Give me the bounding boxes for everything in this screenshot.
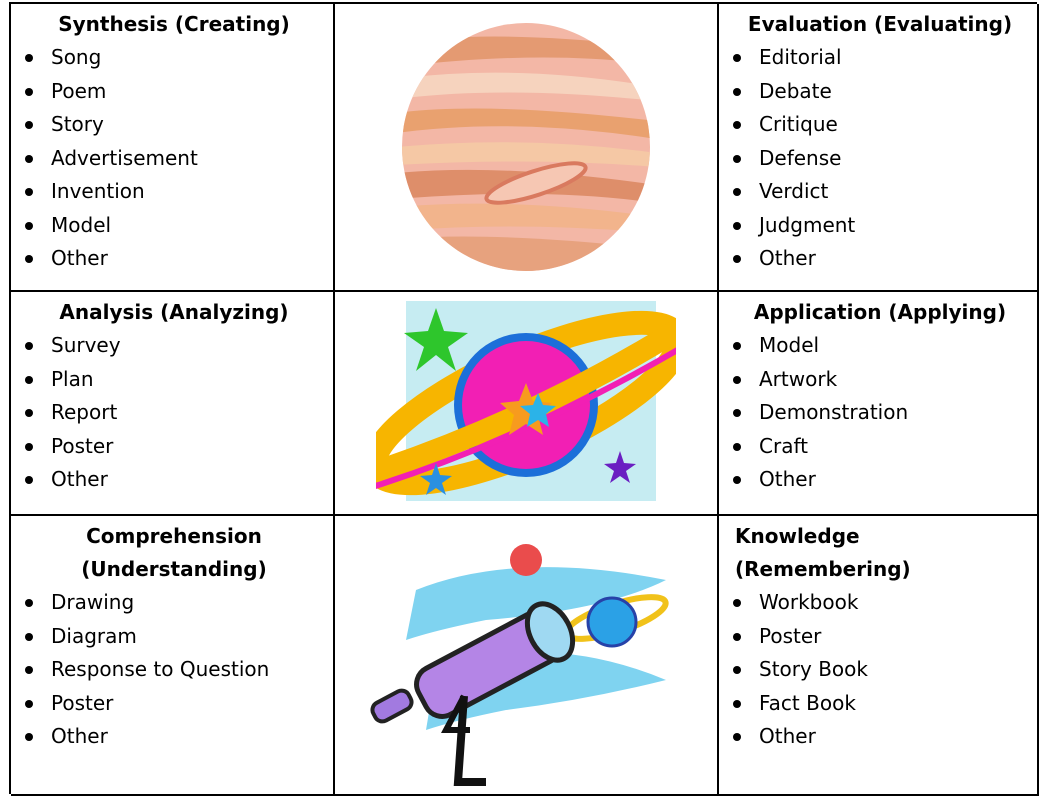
list-item: Other bbox=[15, 242, 333, 276]
analysis-heading: Analysis (Analyzing) bbox=[59, 300, 289, 324]
evaluation-cell bbox=[719, 4, 1039, 292]
ringed-planet-image-cell bbox=[335, 292, 719, 516]
list-item: Workbook bbox=[723, 586, 1037, 620]
knowledge-cell bbox=[719, 516, 1039, 796]
list-item: Invention bbox=[15, 175, 333, 209]
list-item: Other bbox=[15, 463, 333, 497]
synthesis-cell bbox=[11, 4, 335, 292]
list-item: Model bbox=[15, 209, 333, 243]
list-item: Artwork bbox=[723, 363, 1037, 397]
list-item: Poster bbox=[723, 620, 1037, 654]
list-item: Other bbox=[723, 242, 1037, 276]
list-item: Drawing bbox=[15, 586, 333, 620]
list-item: Poster bbox=[15, 687, 333, 721]
comprehension-heading-line2: (Understanding) bbox=[81, 557, 267, 581]
analysis-cell bbox=[11, 292, 335, 516]
list-item: Fact Book bbox=[723, 687, 1037, 721]
list-item: Editorial bbox=[723, 41, 1037, 75]
list-item: Advertisement bbox=[15, 142, 333, 176]
list-item: Story Book bbox=[723, 653, 1037, 687]
list-item: Verdict bbox=[723, 175, 1037, 209]
telescope-image bbox=[366, 520, 686, 790]
application-cell bbox=[719, 292, 1039, 516]
analysis-list bbox=[15, 329, 333, 497]
list-item: Report bbox=[15, 396, 333, 430]
list-item: Craft bbox=[723, 430, 1037, 464]
comprehension-heading-line1: Comprehension bbox=[86, 524, 262, 548]
product-options-table bbox=[9, 2, 1037, 794]
list-item: Song bbox=[15, 41, 333, 75]
list-item: Poster bbox=[15, 430, 333, 464]
list-item: Demonstration bbox=[723, 396, 1037, 430]
application-heading: Application (Applying) bbox=[753, 300, 1007, 324]
list-item: Defense bbox=[723, 142, 1037, 176]
evaluation-list bbox=[723, 41, 1037, 276]
ringed-planet-image bbox=[376, 293, 676, 513]
list-item: Judgment bbox=[723, 209, 1037, 243]
jupiter-image bbox=[396, 17, 656, 277]
list-item: Other bbox=[723, 463, 1037, 497]
telescope-image-cell bbox=[335, 516, 719, 796]
jupiter-image-cell bbox=[335, 4, 719, 292]
list-item: Survey bbox=[15, 329, 333, 363]
list-item: Other bbox=[723, 720, 1037, 754]
list-item: Debate bbox=[723, 75, 1037, 109]
knowledge-list bbox=[723, 586, 1037, 754]
synthesis-heading: Synthesis (Creating) bbox=[58, 12, 290, 36]
list-item: Poem bbox=[15, 75, 333, 109]
comprehension-cell bbox=[11, 516, 335, 796]
list-item: Other bbox=[15, 720, 333, 754]
comprehension-list bbox=[15, 586, 333, 754]
list-item: Response to Question bbox=[15, 653, 333, 687]
synthesis-list bbox=[15, 41, 333, 276]
evaluation-heading: Evaluation (Evaluating) bbox=[747, 12, 1013, 36]
knowledge-heading: Knowledge (Remembering) bbox=[735, 524, 911, 581]
application-list bbox=[723, 329, 1037, 497]
list-item: Critique bbox=[723, 108, 1037, 142]
list-item: Model bbox=[723, 329, 1037, 363]
list-item: Diagram bbox=[15, 620, 333, 654]
list-item: Story bbox=[15, 108, 333, 142]
list-item: Plan bbox=[15, 363, 333, 397]
